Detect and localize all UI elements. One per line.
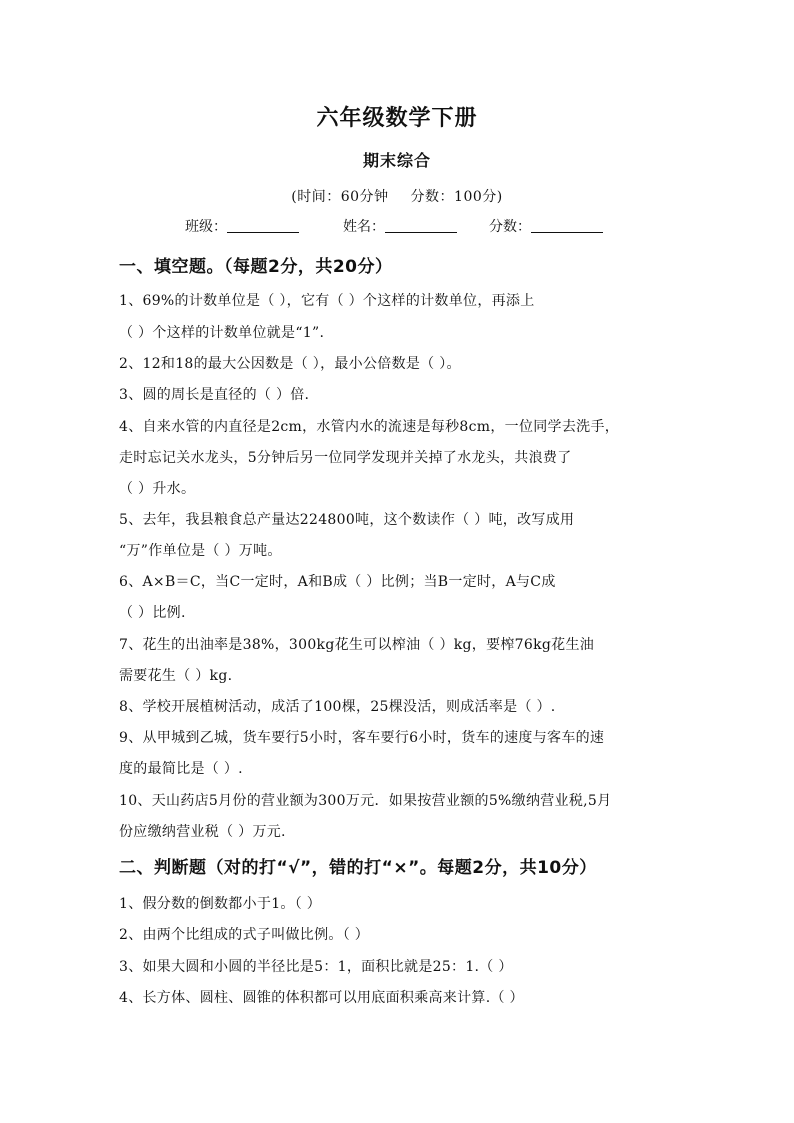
question-line: 度的最简比是（ ）. <box>119 761 243 777</box>
question-line: （ ）升水。 <box>119 481 196 497</box>
name-field <box>343 216 457 236</box>
document-title: 六年级数学下册 <box>316 106 478 131</box>
question-line: 1、假分数的倒数都小于1。（ ） <box>119 896 322 912</box>
question-line: 5、去年，我县粮食总产量达224800吨，这个数读作（ ）吨，改写成用 <box>119 512 575 528</box>
question-line: 需要花生（ ）kg. <box>119 668 233 684</box>
question-line: 2、12和18的最大公因数是（ ），最小公倍数是（ ）。 <box>119 356 461 372</box>
question-line: 3、如果大圆和小圆的半径比是5：1，面积比就是25：1.（ ） <box>119 959 513 975</box>
question-line: 4、自来水管的内直径是2cm，水管内水的流速是每秒8cm，一位同学去洗手， <box>119 419 620 435</box>
question-line: 6、A×B＝C，当C一定时，A和B成（ ）比例；当B一定时，A与C成 <box>119 574 556 590</box>
question-line: 8、学校开展植树活动，成活了100棵，25棵没活，则成活率是（ ）. <box>119 699 556 715</box>
question-line: （ ）个这样的计数单位就是“1”. <box>119 325 325 341</box>
question-line: 份应缴纳营业税（ ）万元. <box>119 824 286 840</box>
question-line: 9、从甲城到乙城，货车要行5小时，客车要行6小时，货车的速度与客车的速 <box>119 730 605 746</box>
score-label: 分数： <box>489 219 531 235</box>
exam-score-total: 分数：100分) <box>410 189 503 205</box>
name-blank[interactable] <box>385 218 457 233</box>
exam-info <box>0 186 794 206</box>
name-label: 姓名： <box>343 219 385 235</box>
class-field <box>185 216 299 236</box>
question-line: “万”作单位是（ ）万吨。 <box>119 543 282 559</box>
class-blank[interactable] <box>227 218 299 233</box>
score-field <box>489 216 603 236</box>
question-line: 3、圆的周长是直径的（ ）倍. <box>119 387 310 403</box>
question-line: 7、花生的出油率是38%，300kg花生可以榨油（ ）kg，要榨76kg花生油 <box>119 637 595 653</box>
question-line: 2、由两个比组成的式子叫做比例。（ ） <box>119 927 370 943</box>
exam-time: (时间：60分钟 <box>291 189 389 205</box>
section-true-false-heading: 二、判断题（对的打“√”，错的打“×”。每题2分，共10分） <box>119 858 597 878</box>
document-subtitle: 期末综合 <box>362 151 431 170</box>
question-line: 4、长方体、圆柱、圆锥的体积都可以用底面积乘高来计算.（ ） <box>119 990 524 1006</box>
question-line: 走时忘记关水龙头，5分钟后另一位同学发现并关掉了水龙头，共浪费了 <box>119 450 572 466</box>
section-fill-blank-heading: 一、填空题。（每题2分，共20分） <box>119 257 393 277</box>
question-line: 1、69%的计数单位是（ ），它有（ ）个这样的计数单位，再添上 <box>119 293 535 309</box>
question-line: （ ）比例. <box>119 605 186 621</box>
question-line: 10、天山药店5月份的营业额为300万元．如果按营业额的5%缴纳营业税,5月 <box>119 793 612 809</box>
score-blank[interactable] <box>531 218 603 233</box>
class-label: 班级： <box>185 219 227 235</box>
